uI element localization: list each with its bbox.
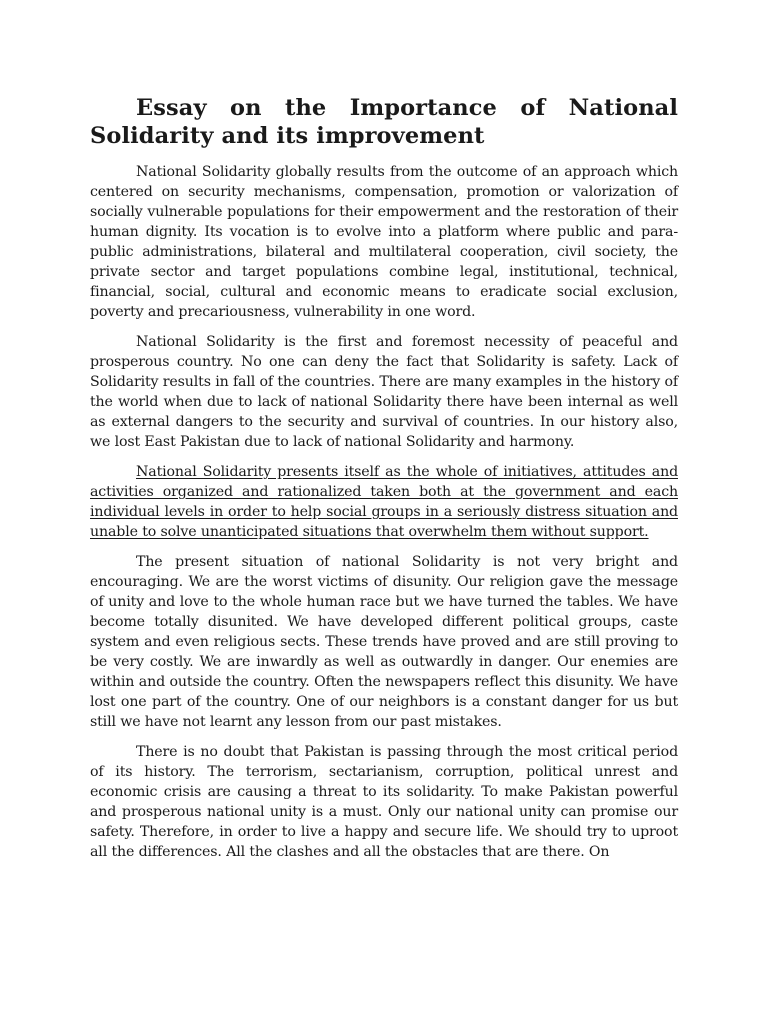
paragraph-5: There is no doubt that Pakistan is passing through the most critical period of its history. The terrorism, sectarianism, corruption, political unrest and economic crisis are causing a threat to its solidarity. To make Pakistan powerful and prosperous national unity is a must. Only our national unity can promise our safety. Therefore, in order to live a happy and secure life. We should try to uproot all the differences. All the clashes and all the obstacles that are there. On bbox=[90, 744, 678, 860]
paragraph-2: National Solidarity is the first and foremost necessity of peaceful and prosperous country. No one can deny the fact that Solidarity is safety. Lack of Solidarity results in fall of the countries. There are many examples in the history of the world when due to lack of national Solidarity there have been internal as well as external dangers to the security and survival of countries. In our history also, we lost East Pakistan due to lack of national Solidarity and harmony. bbox=[90, 334, 678, 450]
essay-title: Essay on the Importance of National Solidarity and its improvement bbox=[90, 95, 678, 149]
paragraph-1: National Solidarity globally results from the outcome of an approach which centered on security mechanisms, compensation, promotion or valorization of socially vulnerable populations for their empowerment and the restoration of their human dignity. Its vocation is to evolve into a platform where public and para-public administrations, bilateral and multilateral cooperation, civil society, the private sector and target populations combine legal, institutional, technical, financial, social, cultural and economic means to eradicate social exclusion, poverty and precariousness, vulnerability in one word. bbox=[90, 164, 678, 320]
paragraph-4: The present situation of national Solidarity is not very bright and encouraging. We are the worst victims of disunity. Our religion gave the message of unity and love to the whole human race but we have turned the tables. We have become totally disunited. We have developed different political groups, caste system and even religious sects. These trends have proved and are still proving to be very costly. We are inwardly as well as outwardly in danger. Our enemies are within and outside the country. Often the newspapers reflect this disunity. We have lost one part of the country. One of our neighbors is a constant danger for us but still we have not learnt any lesson from our past mistakes. bbox=[90, 554, 678, 730]
paragraph-3-underlined: National Solidarity presents itself as the whole of initiatives, attitudes and activities organized and rationalized taken both at the government and each individual levels in order to help social groups in a seriously distress situation and unable to solve unanticipated situations that overwhelm them without support. bbox=[90, 464, 678, 540]
